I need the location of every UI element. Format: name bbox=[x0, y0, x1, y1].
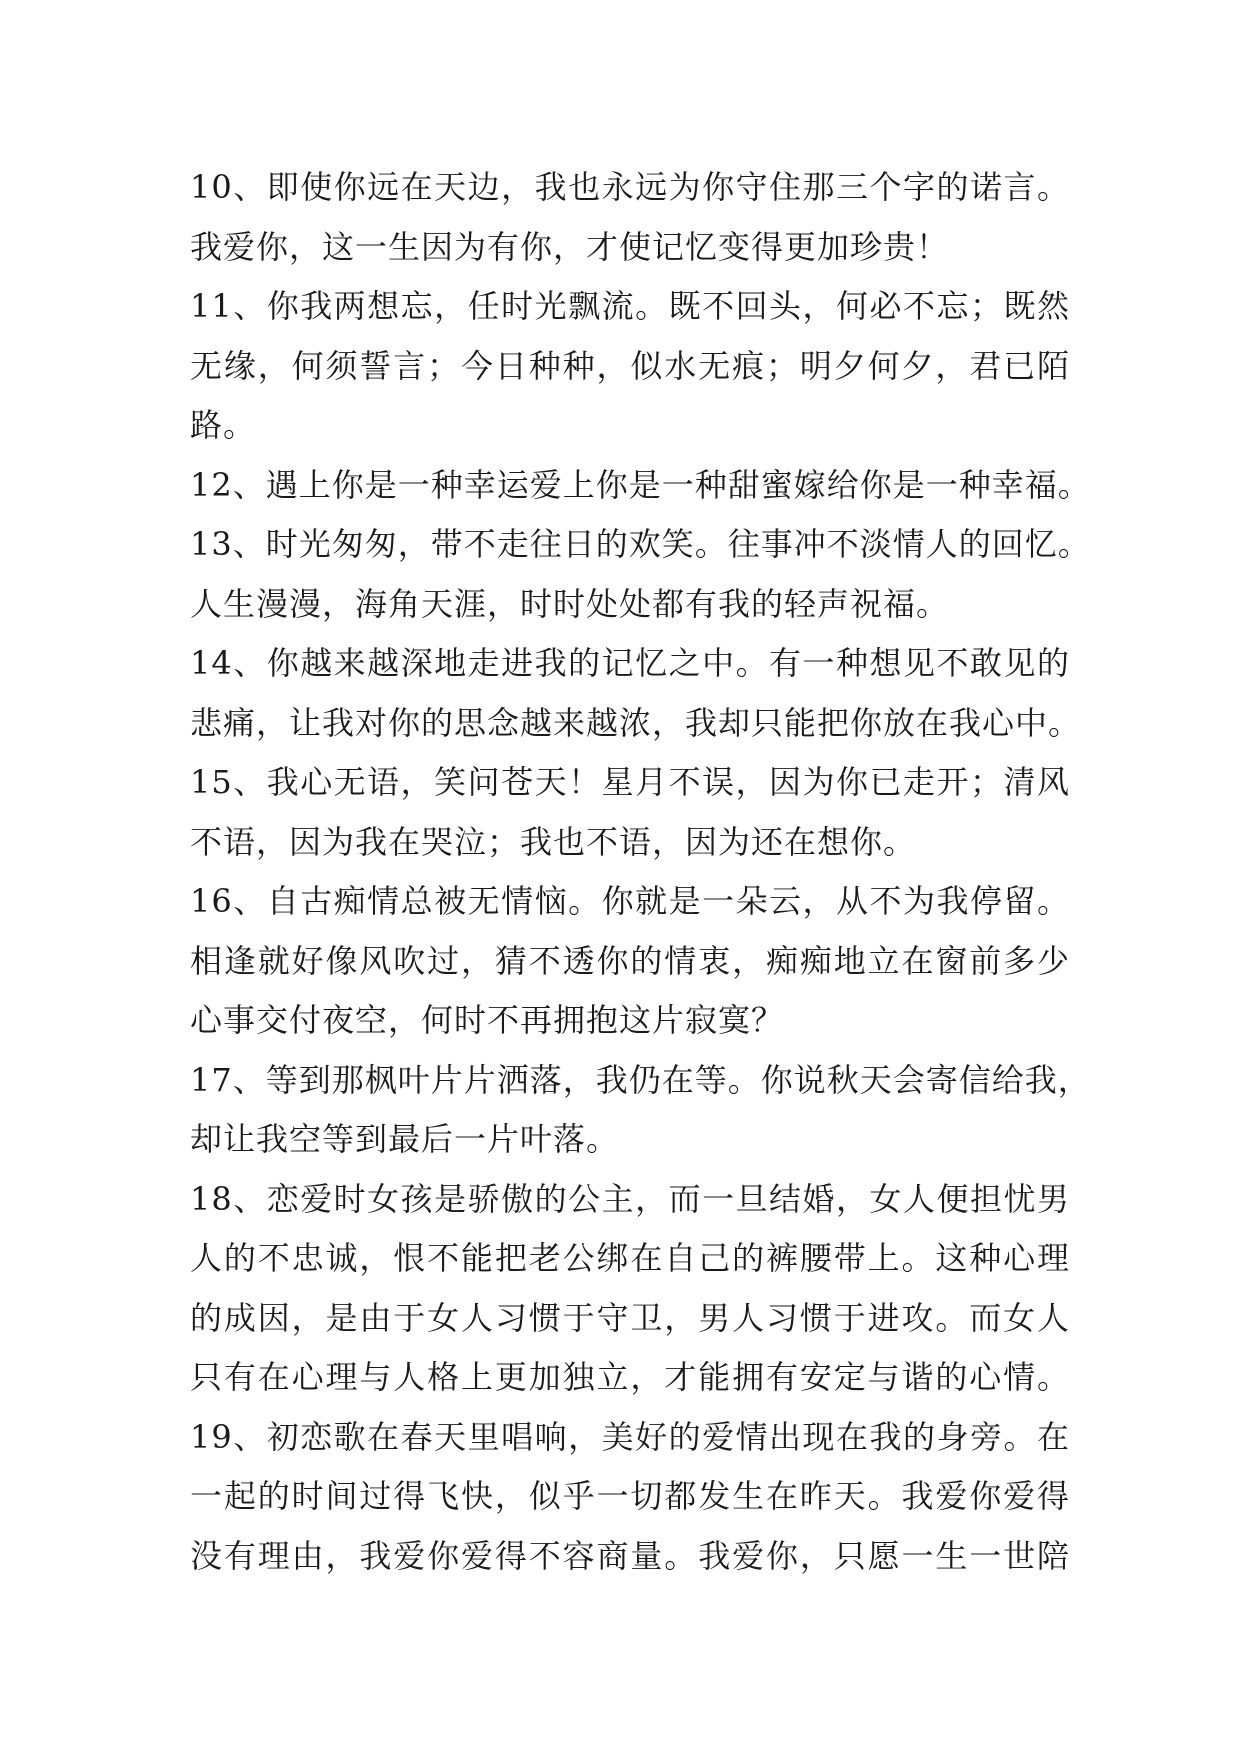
text-line: 不语，因为我在哭泣；我也不语，因为还在想你。 bbox=[190, 822, 917, 861]
text-line: 12、遇上你是一种幸运爱上你是一种甜蜜嫁给你是一种幸福。 bbox=[190, 465, 1091, 504]
text-line: 一起的时间过得飞快，似乎一切都发生在昨天。我爱你爱得 bbox=[190, 1477, 1070, 1515]
text-line: 14、你越来越深地走进我的记忆之中。有一种想见不敢见的 bbox=[190, 644, 1070, 682]
text-line: 17、等到那枫叶片片洒落，我仍在等。你说秋天会寄信给我， bbox=[190, 1060, 1091, 1099]
text-line: 18、恋爱时女孩是骄傲的公主，而一旦结婚，女人便担忧男 bbox=[190, 1179, 1070, 1218]
text-line: 10、即使你远在天边，我也永远为你守住那三个字的诺言。 bbox=[190, 168, 1070, 206]
text-line: 的成因，是由于女人习惯于守卫，男人习惯于进攻。而女人 bbox=[190, 1298, 1070, 1337]
text-line: 15、我心无语，笑问苍天！星月不误，因为你已走开；清风 bbox=[190, 763, 1070, 801]
text-line: 却让我空等到最后一片叶落。 bbox=[190, 1120, 620, 1158]
text-line: 路。 bbox=[190, 406, 257, 444]
text-line: 16、自古痴情总被无情恼。你就是一朵云，从不为我停留。 bbox=[190, 882, 1070, 920]
text-line: 13、时光匆匆，带不走往日的欢笑。往事冲不淡情人的回忆。 bbox=[190, 525, 1091, 563]
document-body bbox=[190, 158, 1091, 1586]
text-line: 人生漫漫，海角天涯，时时处处都有我的轻声祝福。 bbox=[190, 584, 950, 623]
text-line: 心事交付夜空，何时不再拥抱这片寂寞？ bbox=[190, 1001, 785, 1039]
text-line: 人的不忠诚，恨不能把老公绑在自己的裤腰带上。这种心理 bbox=[190, 1239, 1070, 1277]
text-line: 19、初恋歌在春天里唱响，美好的爱情出现在我的身旁。在 bbox=[190, 1417, 1070, 1456]
text-line: 没有理由，我爱你爱得不容商量。我爱你，只愿一生一世陪 bbox=[190, 1536, 1070, 1575]
text-line: 无缘，何须誓言；今日种种，似水无痕；明夕何夕，君已陌 bbox=[190, 346, 1070, 385]
text-line: 相逢就好像风吹过，猜不透你的情衷，痴痴地立在窗前多少 bbox=[190, 941, 1070, 980]
text-line: 只有在心理与人格上更加独立，才能拥有安定与谐的心情。 bbox=[190, 1358, 1070, 1396]
text-line: 11、你我两想忘，任时光飘流。既不回头，何必不忘；既然 bbox=[190, 287, 1070, 325]
text-line: 我爱你，这一生因为有你，才使记忆变得更加珍贵！ bbox=[190, 227, 950, 266]
text-line: 悲痛，让我对你的思念越来越浓，我却只能把你放在我心中。 bbox=[190, 703, 1082, 742]
